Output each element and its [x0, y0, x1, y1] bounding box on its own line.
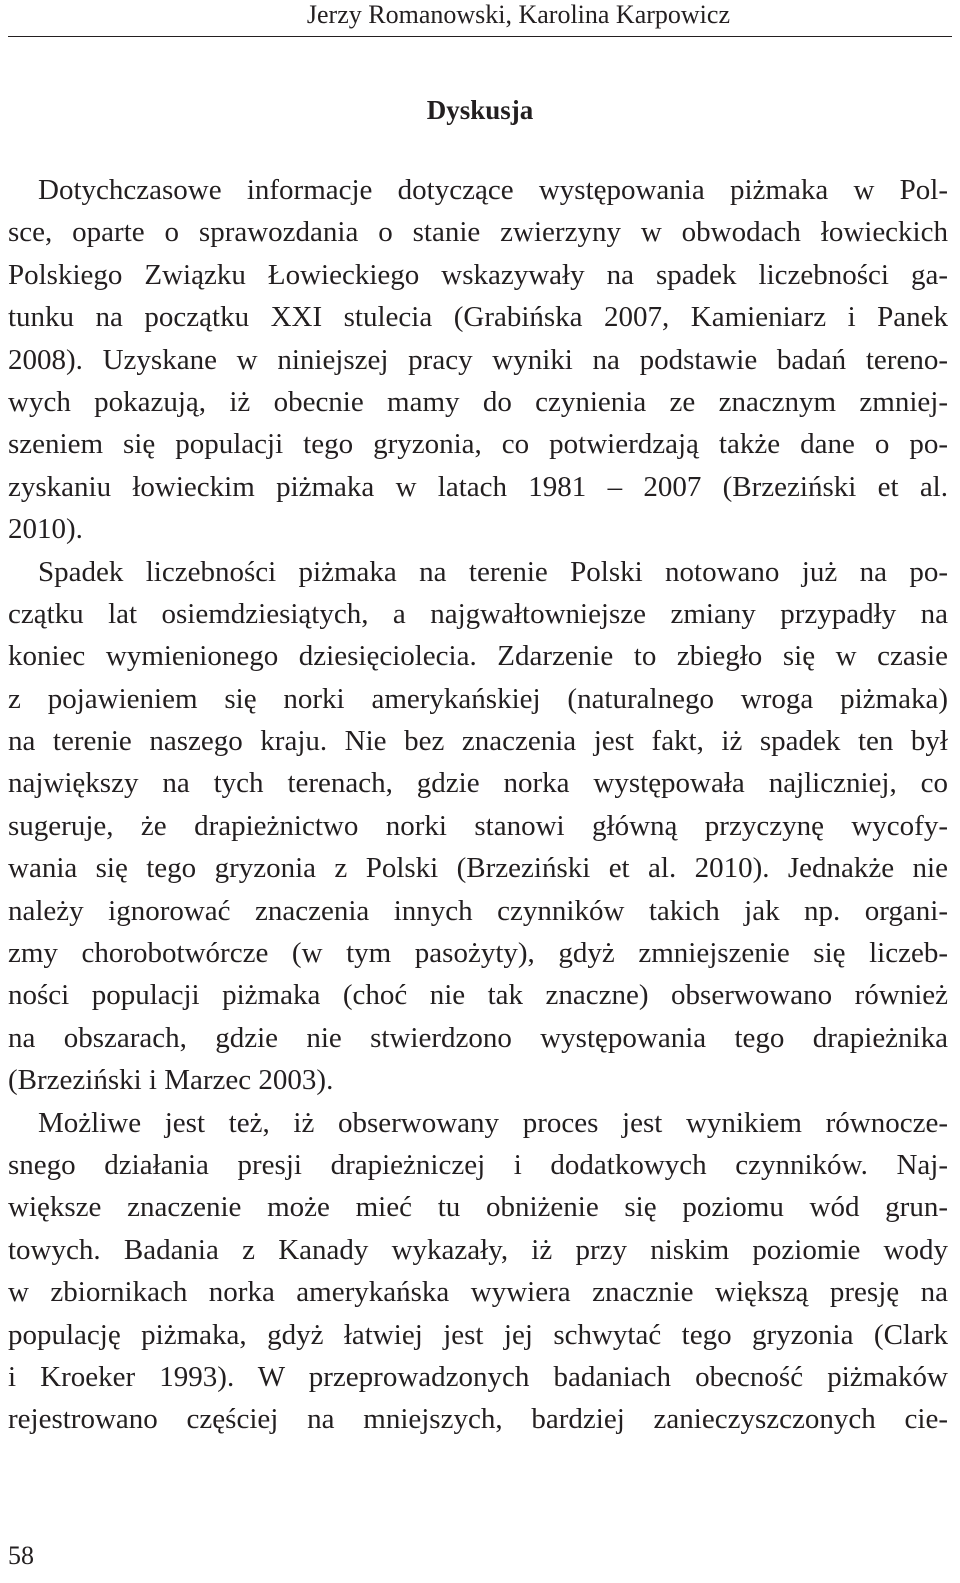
text-line: szeniem się populacji tego gryzonia, co potwierdzają także dane o po-: [8, 428, 948, 461]
text-line: największy na tych terenach, gdzie norka występowała najliczniej, co: [8, 767, 948, 800]
body-text: [8, 169, 948, 1441]
text-line: ności populacji piżmaka (choć nie tak znaczne) obserwowano również: [8, 979, 948, 1012]
text-line: wania się tego gryzonia z Polski (Brzeziński et al. 2010). Jednakże nie: [8, 852, 948, 885]
text-line: i Kroeker 1993). W przeprowadzonych badaniach obecność piżmaków: [8, 1360, 948, 1393]
text-line: 2010).: [8, 513, 83, 546]
page-number: 58: [8, 1541, 34, 1570]
text-line: z pojawieniem się norki amerykańskiej (naturalnego wroga piżmaka): [8, 682, 948, 715]
text-line: zyskaniu łowieckim piżmaka w latach 1981 – 2007 (Brzeziński et al.: [8, 470, 948, 503]
text-line: czątku lat osiemdziesiątych, a najgwałtowniejsze zmiany przypadły na: [8, 597, 948, 630]
text-line: Spadek liczebności piżmaka na terenie Polski notowano już na po-: [38, 555, 948, 588]
text-line: na terenie naszego kraju. Nie bez znaczenia jest fakt, iż spadek ten był: [8, 725, 948, 758]
text-line: na obszarach, gdzie nie stwierdzono występowania tego drapieżnika: [8, 1021, 948, 1054]
text-line: 2008). Uzyskane w niniejszej pracy wyniki na podstawie badań tereno-: [8, 343, 948, 376]
text-line: towych. Badania z Kanady wykazały, iż przy niskim poziomie wody: [8, 1233, 948, 1266]
text-line: sugeruje, że drapieżnictwo norki stanowi główną przyczynę wycofy-: [8, 809, 948, 842]
text-line: w zbiornikach norka amerykańska wywiera znacznie większą presję na: [8, 1276, 948, 1309]
paragraph: [8, 1102, 948, 1441]
text-line: (Brzeziński i Marzec 2003).: [8, 1064, 334, 1097]
running-head: [8, 0, 952, 37]
section-title: Dyskusja: [426, 95, 534, 125]
running-head-authors: Jerzy Romanowski, Karolina Karpowicz: [306, 0, 730, 29]
text-line: sce, oparte o sprawozdania o stanie zwierzyny w obwodach łowieckich: [8, 216, 948, 249]
text-line: zmy chorobotwórcze (w tym pasożyty), gdyż zmniejszenie się liczeb-: [8, 937, 948, 970]
text-line: Dotychczasowe informacje dotyczące występowania piżmaka w Pol-: [38, 174, 948, 206]
text-line: Polskiego Związku Łowieckiego wskazywały na spadek liczebności ga-: [8, 258, 948, 291]
text-line: koniec wymienionego dziesięciolecia. Zdarzenie to zbiegło się w czasie: [8, 640, 948, 673]
paragraph: [8, 551, 948, 1102]
text-line: rejestrowano częściej na mniejszych, bardziej zanieczyszczonych cie-: [8, 1403, 948, 1436]
text-line: Możliwe jest też, iż obserwowany proces jest wynikiem równocze-: [38, 1106, 948, 1139]
text-line: populację piżmaka, gdyż łatwiej jest jej schwytać tego gryzonia (Clark: [8, 1318, 948, 1351]
paragraph: [8, 169, 948, 551]
text-line: wych pokazują, iż obecnie mamy do czynienia ze znacznym zmniej-: [8, 385, 948, 418]
text-line: należy ignorować znaczenia innych czynników takich jak np. organi-: [8, 894, 948, 927]
text-line: większe znaczenie może mieć tu obniżenie się poziomu wód grun-: [8, 1191, 948, 1224]
text-line: snego działania presji drapieżniczej i dodatkowych czynników. Naj-: [8, 1148, 948, 1181]
text-line: tunku na początku XXI stulecia (Grabińska 2007, Kamieniarz i Panek: [8, 301, 948, 334]
